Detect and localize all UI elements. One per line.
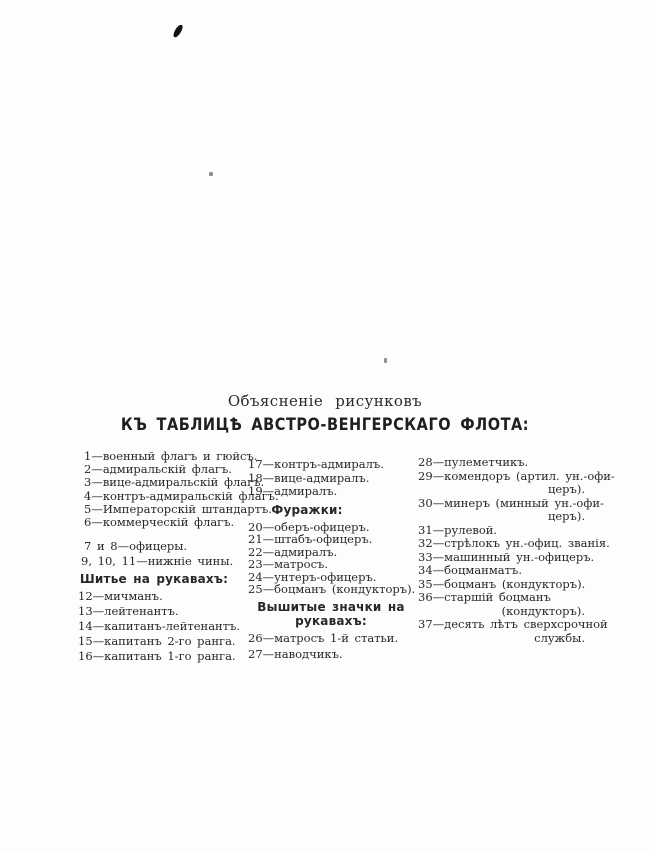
list-item: 20—оберъ-офицеръ. — [248, 519, 370, 534]
list-item: 24—унтеръ-офицеръ. — [248, 569, 377, 584]
list-item: 7 и 8—офицеры. — [84, 539, 188, 554]
list-item: 9, 10, 11—нижніе чины. — [81, 554, 234, 569]
list-item-continuation: церъ). — [547, 482, 585, 496]
list-item: 32—стрѣлокъ ун.-офиц. званія. — [418, 536, 610, 550]
list-item: 19—адмиралъ. — [248, 484, 338, 498]
list-item-continuation: церъ). — [547, 509, 585, 523]
page-subtitle: Объясненіе рисунковъ — [227, 392, 423, 410]
list-item: 22—адмиралъ. — [248, 544, 338, 559]
list-item: 18—вице-адмиралъ. — [248, 470, 370, 485]
list-item: 34—боцманматъ. — [418, 563, 522, 577]
list-item: 3—вице-адмиральскій флагъ. — [84, 475, 265, 490]
list-item: 23—матросъ. — [248, 557, 328, 572]
list-item: 2—адмиральскій флагъ. — [84, 462, 232, 477]
list-item-continuation: (кондукторъ). — [501, 603, 585, 618]
page-title: КЪ ТАБЛИЦѢ АВСТРО-ВЕНГЕРСКАГО ФЛОТА: — [120, 415, 530, 434]
list-item: 5—Императорскій штандартъ. — [84, 501, 272, 516]
ranks-group — [78, 589, 248, 664]
list-item-continuation: службы. — [534, 630, 585, 645]
legend-columns — [78, 449, 615, 664]
list-item: 14—капитанъ-лейтенантъ. — [78, 619, 241, 634]
list-item: 15—капитанъ 2-го ранга. — [78, 634, 236, 649]
section-heading-badges-line2: рукавахъ: — [295, 614, 367, 629]
section-heading-badges-line1: Вышитые значки на — [257, 600, 405, 615]
list-item: 35—боцманъ (кондукторъ). — [418, 576, 586, 591]
list-item: 1—военный флагъ и гюйсъ. — [84, 449, 258, 463]
list-item: 4—контръ-адмиральскій флагъ. — [84, 488, 279, 503]
ink-blot-mark — [172, 23, 184, 38]
spacer — [78, 529, 248, 539]
list-item: 21—штабъ-офицеръ. — [248, 532, 373, 547]
officers-group — [78, 539, 248, 569]
scan-speck — [209, 172, 213, 176]
list-item: 37—десять лѣтъ сверхсрочной — [418, 617, 608, 631]
list-item: 25—боцманъ (кондукторъ). — [248, 582, 416, 597]
section-heading-caps: Фуражки: — [271, 502, 343, 517]
list-item: 29—комендоръ (артил. ун.-офи- — [418, 468, 615, 483]
section-heading-badges — [248, 600, 414, 628]
flags-group — [78, 449, 279, 530]
list-item: 13—лейтенантъ. — [78, 604, 179, 619]
caps-group — [248, 521, 418, 597]
list-item: 27—наводчикъ. — [248, 646, 343, 661]
list-item: 30—минеръ (минный ун.-офи- — [418, 495, 604, 510]
list-item: 12—мичманъ. — [78, 589, 163, 604]
list-item: 26—матросъ 1-й статьи. — [248, 631, 399, 646]
column-2 — [248, 458, 418, 662]
list-item: 31—рулевой. — [418, 522, 498, 537]
column-1 — [78, 449, 279, 664]
list-item: 36—старшій боцманъ — [418, 590, 551, 604]
list-item: 33—машинный ун.-офицеръ. — [418, 549, 595, 564]
badges-group — [248, 631, 418, 662]
admirals-group — [248, 458, 418, 499]
column-3 — [418, 455, 615, 645]
title-block — [0, 392, 650, 434]
list-item: 6—коммерческій флагъ. — [84, 515, 235, 530]
list-item: 17—контръ-адмиралъ. — [248, 457, 384, 471]
list-item: 16—капитанъ 1-го ранга. — [78, 649, 236, 664]
section-heading-sleeves: Шитье на рукавахъ: — [79, 572, 229, 587]
scan-speck — [384, 358, 387, 363]
list-item: 28—пулеметчикъ. — [418, 455, 529, 469]
